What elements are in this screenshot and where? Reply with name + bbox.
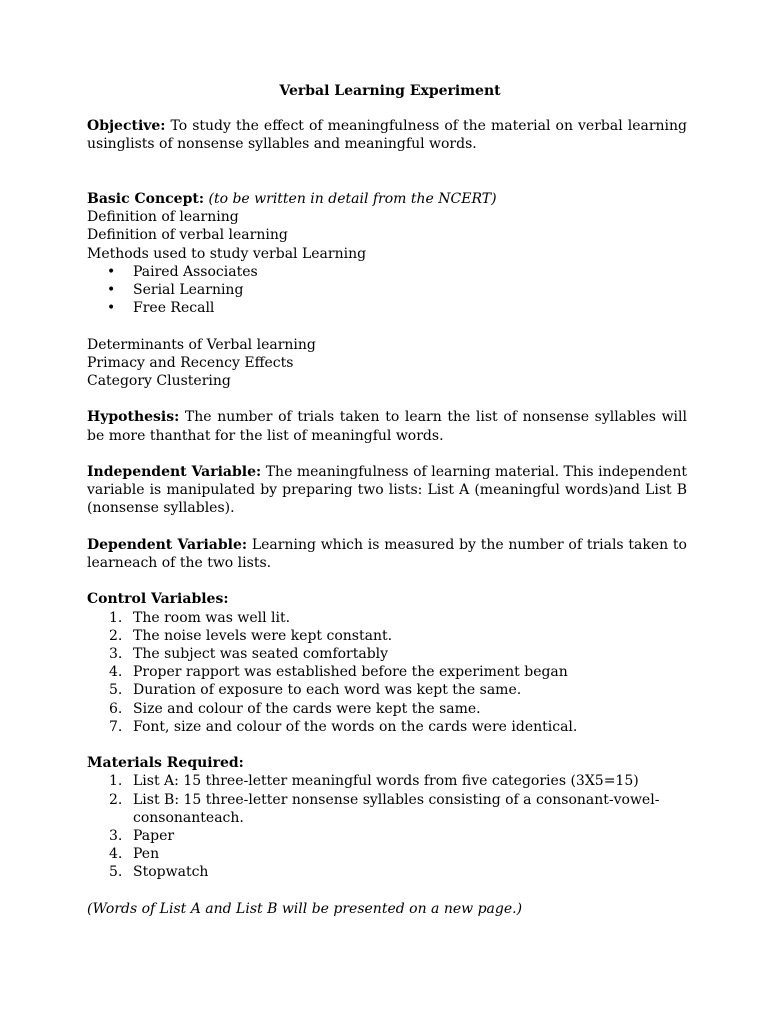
concept-line: Definition of verbal learning (87, 227, 288, 244)
list-item: 2. List B: 15 three-letter nonsense syllables consisting of a consonant-vowel-consonanteach. (109, 791, 660, 826)
hypothesis-text: The number of trials taken to learn the list of nonsense syllables will be more thanthat for the list of meaningful words. (87, 409, 687, 444)
concept-line: Primacy and Recency Effects (87, 354, 294, 371)
list-item: 5. Duration of exposure to each word was kept the same. (109, 682, 522, 699)
control-variables-label: Control Variables: (87, 591, 229, 608)
materials-heading (87, 754, 687, 772)
list-item: 3. The subject was seated comfortably (109, 645, 389, 662)
independent-variable-label: Independent Variable: (87, 463, 262, 480)
list-item: 5. Stopwatch (109, 864, 209, 881)
hypothesis-label: Hypothesis: (87, 409, 180, 426)
control-variables-heading (87, 590, 687, 608)
list-item: 7. Font, size and colour of the words on the cards were identical. (109, 718, 578, 735)
independent-variable-text: The meaningfulness of learning material. This independent variable is manipulated by preparing two lists: List A (meaningful words)and List B (nonsense syllables). (87, 463, 687, 517)
document-title: Verbal Learning Experiment (279, 83, 501, 99)
materials-list (87, 772, 687, 881)
objective-text: To study the effect of meaningfulness of the material on verbal learning usinglists of nonsense syllables and meaningful words. (87, 118, 687, 153)
dependent-variable-label: Dependent Variable: (87, 536, 248, 553)
list-item: 6. Size and colour of the cards were kept the same. (109, 700, 481, 717)
basic-concept-note: (to be written in detail from the NCERT) (208, 190, 497, 207)
objective-paragraph (87, 117, 687, 153)
list-item: 4. Proper rapport was established before the experiment began (109, 664, 568, 681)
control-variables-list (87, 609, 687, 736)
methods-list (87, 263, 687, 318)
list-item: 4. Pen (109, 846, 160, 863)
list-item: • Free Recall (87, 299, 687, 317)
concept-line: Category Clustering (87, 373, 231, 389)
document-body (87, 82, 687, 918)
independent-variable-paragraph (87, 463, 687, 518)
basic-concept-label: Basic Concept: (87, 190, 205, 207)
list-item: 1. List A: 15 three-letter meaningful words from five categories (3X5=15) (109, 773, 639, 790)
list-item: • Serial Learning (87, 281, 687, 299)
concept-line: Definition of learning (87, 209, 239, 226)
concept-line: Methods used to study verbal Learning (87, 245, 367, 262)
list-item: • Paired Associates (87, 263, 687, 281)
list-item: 1. The room was well lit. (109, 609, 291, 626)
hypothesis-paragraph (87, 408, 687, 444)
dependent-variable-text: Learning which is measured by the number of trials taken to learneach of the two lists. (87, 536, 687, 571)
materials-label: Materials Required: (87, 755, 244, 772)
list-item: 2. The noise levels were kept constant. (109, 627, 393, 644)
list-item: 3. Paper (109, 828, 175, 844)
basic-concept-heading (87, 190, 687, 208)
objective-label: Objective: (87, 118, 166, 135)
footer-note: (Words of List A and List B will be presented on a new page.) (87, 900, 523, 917)
dependent-variable-paragraph (87, 536, 687, 572)
concept-line: Determinants of Verbal learning (87, 336, 316, 353)
